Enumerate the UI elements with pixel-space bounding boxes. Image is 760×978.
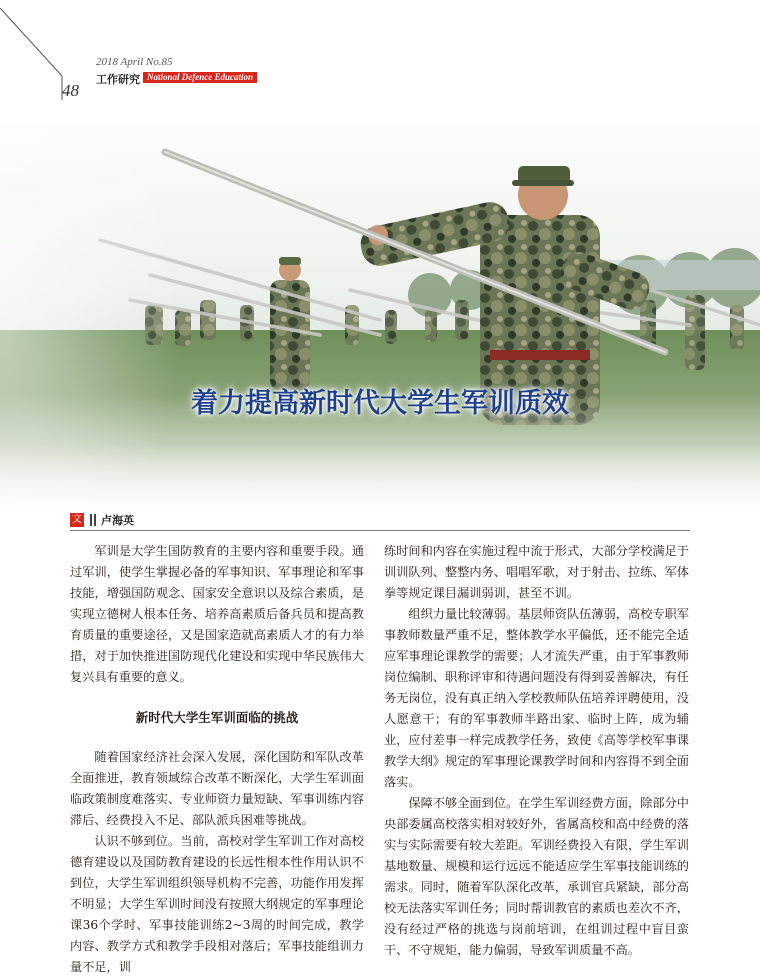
author-divider — [90, 514, 92, 526]
column-left — [70, 541, 364, 978]
author-line — [70, 512, 134, 528]
paragraph-continued: 练时间和内容在实施过程中流于形式，大部分学校满足于训训队列、整整内务、唱唱军歌，对于射击、拉练、军体拳等规定课目漏训弱训，甚至不训。 — [384, 544, 689, 600]
paragraph: 组织力量比较薄弱。基层师资队伍薄弱，高校专职军事教师数量严重不足，整体教学水平偏低，还不能完全适应军事理论课教学的需要；人才流失严重，由于军事教师岗位编制、职称评审和待遇问题没有得到妥善解决，有任务无岗位，没有真正纳入学校教师队伍培养评聘使用，没人愿意干；有的军事教师半路出家、临时上阵，成为辅业，应付差事一样完成教学任务，致使《高等学校军事课教学大纲》规定的军事理论课教学时间和内容得不到全面落实。 — [384, 607, 689, 789]
issue-label: 2018 April No.85 — [96, 56, 173, 68]
section-heading: 新时代大学生军训面临的挑战 — [135, 710, 299, 725]
section-english-badge: National Defence Education — [143, 72, 257, 83]
author-mark: 文 — [72, 514, 82, 525]
hero-photo-military-training — [0, 100, 760, 520]
paragraph: 认识不够到位。当前，高校对学生军训工作对高校德育建设以及国防教育建设的长远性根本性作用认识不到位，大学生军训组织领导机构不完善，功能作用发挥不明显；大学生军训时间没有按照大纲规定的军事理论课36个学时、军事技能训练2~3周的时间完成，教学内容、教学方式和教学手段相对落后；军事技能组训力量不足，训 — [70, 834, 364, 974]
article-title: 着力提高新时代大学生军训质效 — [191, 388, 569, 419]
author-rule — [70, 530, 690, 531]
author-divider-2 — [94, 514, 96, 526]
header-corner-line — [0, 0, 110, 110]
paragraph: 保障不够全面到位。在学生军训经费方面，除部分中央部委属高校落实相对较好外，省属高校和高中经费的落实与实际需要有较大差距。军训经费投入有限，学生军训基地数量、规模和运行远远不能适应学生军事技能训练的需求。同时，随着军队深化改革，承训官兵紧缺，部分高校无法落实军训任务；同时帮训教官的素质也差次不齐，没有经过严格的挑选与岗前培训，在组训过程中盲目蛮干、不守规矩，能力偏弱，导致军训质量不高。 — [384, 796, 689, 957]
paragraph: 军训是大学生国防教育的主要内容和重要手段。通过军训，使学生掌握必备的军事知识、军事理论和军事技能，增强国防观念、国家安全意识以及综合素质，是实现立德树人根本任务、培养高素质后备兵员和提高教育质量的重要途径，又是国家造就高素质人才的有力举措，对于加快推进国防现代化建设和实现中华民族伟大复兴具有重要的意义。 — [70, 544, 364, 684]
section-title: 工作研究 — [96, 73, 140, 86]
column-right — [384, 541, 689, 961]
author-name: 卢海英 — [101, 514, 134, 527]
page-number: 48 — [62, 81, 79, 100]
paragraph: 随着国家经济社会深入发展，深化国防和军队改革全面推进，教育领域综合改革不断深化，大学生军训面临政策制度难落实、专业师资力量短缺、军事训练内容滞后、经费投入不足、部队派兵困难等挑战。 — [70, 750, 364, 827]
